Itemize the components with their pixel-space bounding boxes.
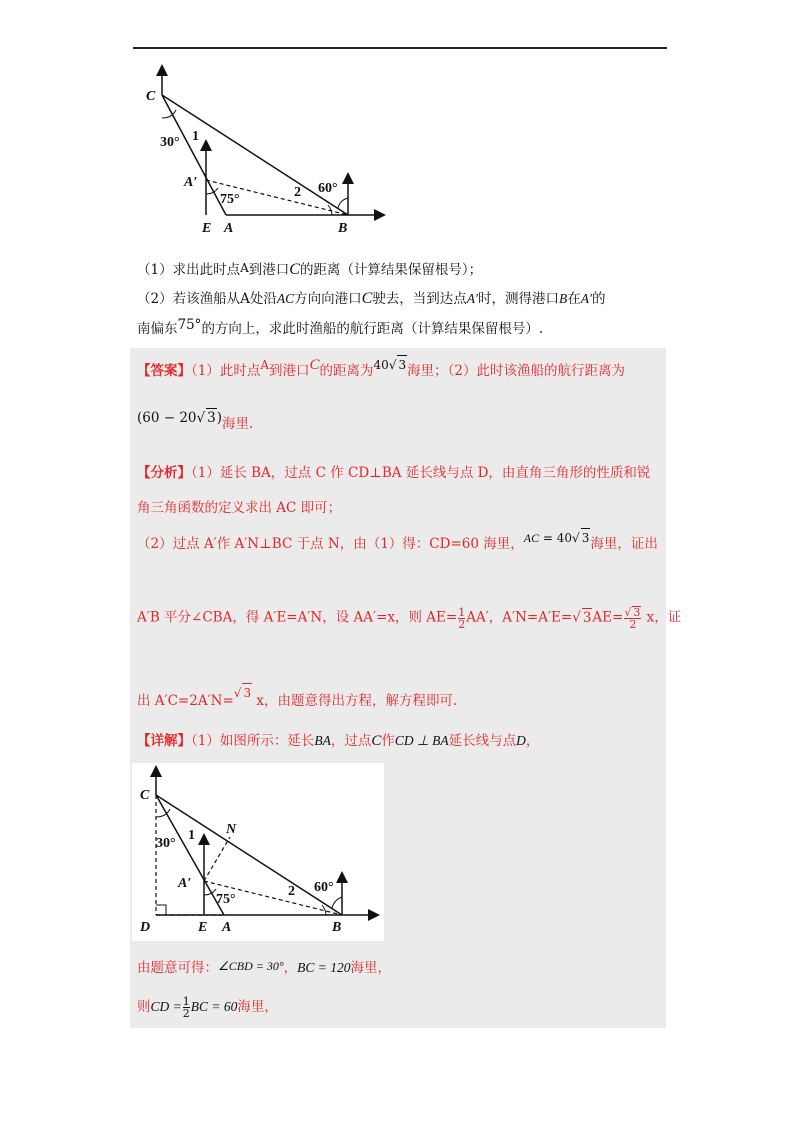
fig2-label-angle2: 2 bbox=[288, 884, 295, 899]
answer-line-2: (60 − 20√ 3)海里. bbox=[137, 410, 254, 432]
analysis-line-4: A′B 平分∠CBA，得 A′E=A′N，设 AA′=x，则 AE= $\frac{1}{2}$ AA′，A′N=A′E=√ 3AE= $\frac{√ 3}{2}$ x，证 bbox=[137, 605, 682, 631]
analysis-line-3: （2）过点 A′作 A′N⊥BC 于点 N，由（1）得：CD=60 海里，AC = 40√ 3海里，证出 bbox=[137, 534, 658, 553]
fig2-label-n: N bbox=[226, 822, 237, 837]
question-2-line-2: 南偏东75°的方向上，求此时渔船的航行距离（计算结果保留根号）. bbox=[137, 317, 544, 337]
fig2-label-angle75: 75° bbox=[216, 892, 236, 907]
segment-ca bbox=[162, 95, 226, 215]
analysis-line-2: 角三角函数的定义求出 AC 即可； bbox=[137, 500, 342, 516]
analysis-line-5: 出 A′C=2A′N=√ 3 x，由题意得出方程，解方程即可. bbox=[137, 691, 457, 710]
label-angle30: 30° bbox=[160, 135, 180, 150]
label-c: C bbox=[146, 89, 156, 104]
analysis-line-1: 【分析】（1）延长 BA，过点 C 作 CD⊥BA 延长线与点 D，由直角三角形的性质和锐 bbox=[137, 465, 651, 481]
fig2-label-c: C bbox=[140, 788, 150, 803]
label-aprime: A′ bbox=[184, 175, 198, 190]
fig2-label-aprime: A′ bbox=[178, 876, 192, 891]
step-line-2: 则CD = $\frac{1}{2}$ BC = 60海里， bbox=[137, 995, 278, 1020]
fig2-label-e: E bbox=[198, 920, 208, 935]
fig2-label-d: D bbox=[140, 920, 151, 935]
fig2-label-b: B bbox=[332, 920, 342, 935]
figure-2 bbox=[132, 763, 384, 941]
fig2-label-angle1: 1 bbox=[188, 828, 195, 843]
label-angle75: 75° bbox=[220, 192, 240, 207]
label-e: E bbox=[202, 221, 212, 236]
step-line-1: 由题意可得：∠CBD = 30°，BC = 120海里， bbox=[137, 959, 392, 976]
segment-cb bbox=[162, 95, 348, 215]
fig2-label-angle60: 60° bbox=[314, 880, 334, 895]
label-b: B bbox=[338, 221, 348, 236]
label-angle60: 60° bbox=[318, 181, 338, 196]
detail-line-1: 【详解】（1）如图所示：延长BA，过点C作CD ⊥ BA延长线与点D， bbox=[137, 733, 540, 749]
top-rule bbox=[133, 47, 667, 49]
figure-1 bbox=[140, 60, 400, 240]
question-1: （1）求出此时点A到港口C的距离（计算结果保留根号）； bbox=[137, 261, 483, 278]
label-angle2: 2 bbox=[294, 185, 301, 200]
label-a: A bbox=[224, 221, 234, 236]
fig2-label-angle30: 30° bbox=[156, 836, 176, 851]
label-angle1: 1 bbox=[192, 129, 199, 144]
question-2-line-1: （2）若该渔船从A处沿AC方向向港口C驶去，当到达点A′时，测得港口B在A′的 bbox=[137, 290, 606, 307]
answer-line-1: 【答案】（1）此时点A到港口C的距离为40√ 3海里；（2）此时该渔船的航行距离为 bbox=[137, 357, 625, 379]
fig2-label-a: A bbox=[222, 920, 232, 935]
